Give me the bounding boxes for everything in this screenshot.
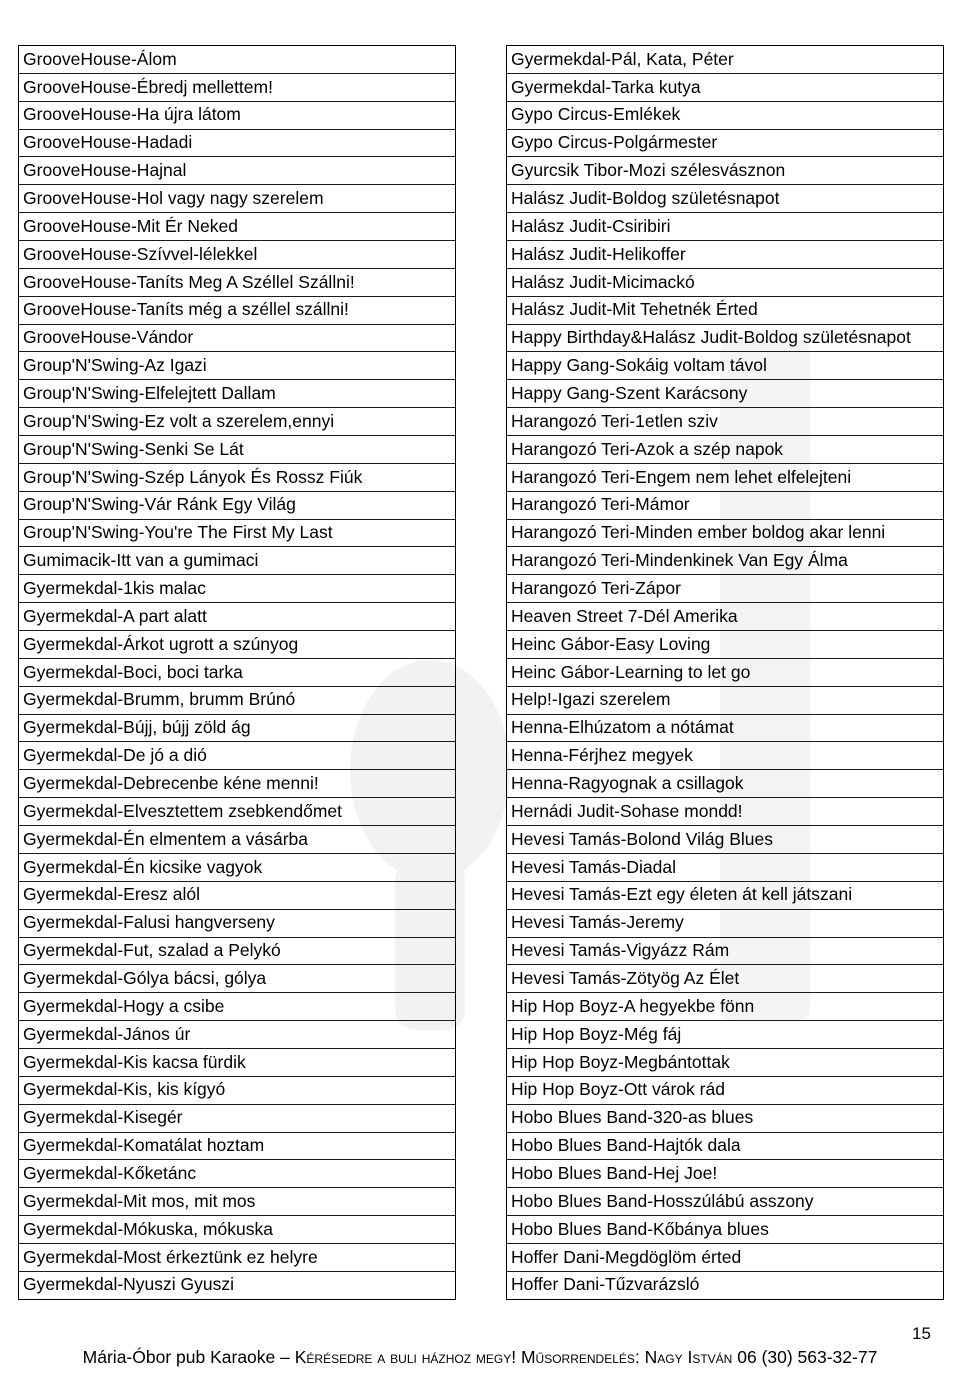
- song-title: Henna-Ragyognak a csillagok: [511, 773, 744, 794]
- song-row: [507, 129, 943, 157]
- song-row: [19, 546, 455, 574]
- song-title: Halász Judit-Boldog születésnapot: [511, 187, 780, 208]
- song-row: [507, 101, 943, 129]
- song-row: [507, 435, 943, 463]
- song-title: Hevesi Tamás-Jeremy: [511, 912, 684, 933]
- song-title: Gyermekdal-Falusi hangverseny: [23, 912, 275, 933]
- song-title: Group'N'Swing-Vár Ránk Egy Világ: [23, 494, 296, 515]
- song-title: GrooveHouse-Mit Ér Neked: [23, 215, 238, 236]
- song-row: [507, 825, 943, 853]
- song-row: [19, 658, 455, 686]
- song-row: [19, 156, 455, 184]
- page-number: 15: [912, 1324, 931, 1343]
- song-title: Harangozó Teri-Zápor: [511, 578, 681, 598]
- song-title: Gyermekdal-De jó a dió: [23, 745, 207, 766]
- song-title: Hobo Blues Band-Kőbánya blues: [511, 1218, 769, 1239]
- song-title: Gypo Circus-Emlékek: [511, 104, 681, 125]
- song-title: Gyermekdal-Bújj, bújj zöld ág: [23, 717, 251, 738]
- song-title: Hip Hop Boyz-Ott várok rád: [511, 1079, 725, 1100]
- song-title: Gyurcsik Tibor-Mozi szélesvásznon: [511, 160, 786, 181]
- song-row: [19, 909, 455, 937]
- song-row: [507, 1187, 943, 1215]
- song-row: [19, 797, 455, 825]
- song-title: Henna-Férjhez megyek: [511, 745, 693, 766]
- song-row: [507, 379, 943, 407]
- song-title: Hevesi Tamás-Bolond Világ Blues: [511, 828, 773, 849]
- song-title: GrooveHouse-Vándor: [23, 327, 194, 348]
- song-title: Happy Gang-Sokáig voltam távol: [511, 355, 767, 376]
- song-row: [507, 296, 943, 324]
- song-title: Hip Hop Boyz-A hegyekbe fönn: [511, 995, 755, 1016]
- song-title: Hevesi Tamás-Diadal: [511, 856, 677, 877]
- song-title: Hip Hop Boyz-Megbántottak: [511, 1051, 730, 1072]
- song-title: GrooveHouse-Ébredj mellettem!: [23, 76, 273, 97]
- song-title: Henna-Elhúzatom a nótámat: [511, 717, 734, 738]
- song-row: [507, 1243, 943, 1271]
- song-title: Gyermekdal-Pál, Kata, Péter: [511, 48, 734, 69]
- song-row: [19, 1048, 455, 1076]
- song-title: Happy Gang-Szent Karácsony: [511, 382, 748, 403]
- song-row: [507, 46, 943, 73]
- song-title: Gyermekdal-Kis, kis kígyó: [23, 1079, 226, 1100]
- song-title: Gyermekdal-Komatálat hoztam: [23, 1135, 265, 1156]
- song-title: Gypo Circus-Polgármester: [511, 132, 718, 153]
- song-title: Harangozó Teri-Azok a szép napok: [511, 438, 784, 459]
- song-title: GrooveHouse-Álom: [23, 48, 177, 69]
- song-title: GrooveHouse-Taníts Meg A Széllel Szállni!: [23, 271, 355, 292]
- song-title: GrooveHouse-Ha újra látom: [23, 104, 241, 125]
- song-row: [19, 992, 455, 1020]
- song-title: Gyermekdal-Kis kacsa fürdik: [23, 1051, 246, 1072]
- song-title: Hevesi Tamás-Zötyög Az Élet: [511, 968, 740, 989]
- song-row: [507, 156, 943, 184]
- song-row: [507, 1132, 943, 1160]
- song-row: [507, 407, 943, 435]
- song-title: Gyermekdal-Én elmentem a vásárba: [23, 828, 308, 849]
- song-row: [19, 212, 455, 240]
- left-song-table: [18, 45, 456, 1300]
- song-row: [507, 1271, 943, 1299]
- song-title: Gyermekdal-Boci, boci tarka: [23, 661, 243, 682]
- song-title: Gyermekdal-Kisegér: [23, 1107, 183, 1128]
- song-row: [19, 407, 455, 435]
- song-row: [19, 853, 455, 881]
- song-row: [19, 1159, 455, 1187]
- song-title: Gyermekdal-Tarka kutya: [511, 76, 701, 97]
- song-row: [19, 1187, 455, 1215]
- song-title: GrooveHouse-Hadadi: [23, 132, 193, 153]
- song-row: [19, 825, 455, 853]
- song-title: Harangozó Teri-Minden ember boldog akar lenni: [511, 522, 886, 543]
- song-title: Group'N'Swing-You're The First My Last: [23, 522, 333, 543]
- song-row: [19, 686, 455, 714]
- song-row: [19, 240, 455, 268]
- song-title: Harangozó Teri-Engem nem lehet elfelejteni: [511, 466, 852, 487]
- song-title: Gyermekdal-Brumm, brumm Brúnó: [23, 689, 296, 710]
- song-row: [19, 574, 455, 602]
- song-row: [19, 101, 455, 129]
- song-title: GrooveHouse-Hajnal: [23, 160, 187, 181]
- song-title: Group'N'Swing-Ez volt a szerelem,ennyi: [23, 410, 335, 431]
- song-row: [507, 1076, 943, 1104]
- song-row: [19, 1243, 455, 1271]
- song-row: [19, 351, 455, 379]
- song-row: [507, 769, 943, 797]
- song-title: Gyermekdal-Debrecenbe kéne menni!: [23, 773, 319, 794]
- song-title: Gyermekdal-Most érkeztünk ez helyre: [23, 1246, 318, 1267]
- song-row: [507, 212, 943, 240]
- song-title: Group'N'Swing-Szép Lányok És Rossz Fiúk: [23, 466, 363, 487]
- song-row: [507, 519, 943, 547]
- song-row: [507, 546, 943, 574]
- footer-venue: Mária-Óbor pub Karaoke –: [82, 1347, 290, 1367]
- song-row: [507, 658, 943, 686]
- song-row: [19, 1271, 455, 1299]
- song-title: Gyermekdal-János úr: [23, 1023, 191, 1044]
- song-title: Group'N'Swing-Az Igazi: [23, 355, 207, 376]
- song-row: [507, 240, 943, 268]
- song-title: Harangozó Teri-1etlen sziv: [511, 410, 718, 431]
- song-row: [507, 1104, 943, 1132]
- song-title: Group'N'Swing-Elfelejtett Dallam: [23, 382, 276, 403]
- song-title: Halász Judit-Helikoffer: [511, 243, 686, 264]
- song-row: [19, 630, 455, 658]
- song-row: [19, 964, 455, 992]
- song-row: [19, 714, 455, 742]
- song-row: [507, 1048, 943, 1076]
- song-row: [19, 129, 455, 157]
- song-title: Group'N'Swing-Senki Se Lát: [23, 438, 244, 459]
- song-title: Hevesi Tamás-Ezt egy életen át kell játszani: [511, 884, 853, 905]
- song-row: [19, 1104, 455, 1132]
- song-title: Gyermekdal-Árkot ugrott a szúnyog: [23, 633, 299, 654]
- song-row: [19, 1132, 455, 1160]
- song-title: Halász Judit-Mit Tehetnék Érted: [511, 299, 758, 320]
- song-row: [19, 602, 455, 630]
- song-row: [507, 937, 943, 965]
- song-row: [19, 379, 455, 407]
- right-song-table: [506, 45, 944, 1300]
- song-row: [19, 937, 455, 965]
- song-title: Gyermekdal-Én kicsike vagyok: [23, 856, 263, 877]
- song-row: [19, 184, 455, 212]
- song-row: [507, 1215, 943, 1243]
- song-title: Hevesi Tamás-Vigyázz Rám: [511, 940, 730, 961]
- song-row: [19, 463, 455, 491]
- song-title: Halász Judit-Csiribiri: [511, 215, 671, 236]
- song-row: [507, 463, 943, 491]
- song-title: Gyermekdal-Elvesztettem zsebkendőmet: [23, 800, 343, 821]
- song-row: [507, 73, 943, 101]
- song-row: [507, 324, 943, 352]
- song-row: [19, 268, 455, 296]
- song-row: [19, 519, 455, 547]
- song-title: Hobo Blues Band-Hej Joe!: [511, 1163, 718, 1184]
- song-row: [19, 1076, 455, 1104]
- song-row: [19, 324, 455, 352]
- song-row: [507, 184, 943, 212]
- song-title: Gyermekdal-Gólya bácsi, gólya: [23, 968, 267, 989]
- song-row: [19, 46, 455, 73]
- song-title: Heinc Gábor-Easy Loving: [511, 633, 711, 654]
- song-row: [507, 853, 943, 881]
- song-title: Hip Hop Boyz-Még fáj: [511, 1023, 682, 1044]
- song-title: Harangozó Teri-Mindenkinek Van Egy Álma: [511, 550, 848, 571]
- song-title: Hobo Blues Band-Hosszúlábú asszony: [511, 1190, 814, 1211]
- song-title: GrooveHouse-Taníts még a széllel szállni!: [23, 299, 349, 320]
- song-title: Hoffer Dani-Tűzvarázsló: [511, 1274, 700, 1295]
- song-title: Gyermekdal-Hogy a csibe: [23, 995, 225, 1016]
- song-title: Gyermekdal-Fut, szalad a Pelykó: [23, 940, 281, 961]
- song-title: Gyermekdal-A part alatt: [23, 605, 207, 626]
- footer-slogan: Kérésedre a buli házhoz megy! Műsorrendelés: Nagy István: [294, 1347, 733, 1367]
- song-row: [19, 881, 455, 909]
- song-title: Gyermekdal-1kis malac: [23, 578, 206, 598]
- song-title: Gyermekdal-Mit mos, mit mos: [23, 1190, 256, 1211]
- song-title: Gyermekdal-Mókuska, mókuska: [23, 1218, 273, 1239]
- song-row: [19, 296, 455, 324]
- song-row: [507, 881, 943, 909]
- song-row: [507, 574, 943, 602]
- song-title: Help!-Igazi szerelem: [511, 689, 671, 710]
- song-row: [507, 909, 943, 937]
- song-row: [507, 797, 943, 825]
- song-row: [507, 1020, 943, 1048]
- song-title: Hobo Blues Band-Hajtók dala: [511, 1135, 741, 1156]
- footer-phone: 06 (30) 563-32-77: [737, 1347, 878, 1367]
- song-row: [19, 1020, 455, 1048]
- song-title: Heinc Gábor-Learning to let go: [511, 661, 751, 682]
- song-row: [507, 491, 943, 519]
- song-row: [19, 769, 455, 797]
- song-title: GrooveHouse-Szívvel-lélekkel: [23, 243, 258, 264]
- song-row: [507, 714, 943, 742]
- song-row: [507, 992, 943, 1020]
- song-row: [507, 686, 943, 714]
- song-row: [19, 435, 455, 463]
- song-row: [507, 602, 943, 630]
- song-row: [19, 73, 455, 101]
- song-row: [19, 741, 455, 769]
- song-title: Hoffer Dani-Megdöglöm érted: [511, 1246, 742, 1267]
- song-title: Gyermekdal-Kőketánc: [23, 1163, 197, 1184]
- song-row: [507, 741, 943, 769]
- song-row: [507, 1159, 943, 1187]
- song-title: Gyermekdal-Eresz alól: [23, 884, 200, 905]
- song-title: Hernádi Judit-Sohase mondd!: [511, 800, 743, 821]
- song-row: [507, 268, 943, 296]
- song-row: [19, 491, 455, 519]
- song-row: [19, 1215, 455, 1243]
- song-title: Hobo Blues Band-320-as blues: [511, 1107, 754, 1128]
- song-row: [507, 630, 943, 658]
- footer: [0, 1349, 960, 1367]
- song-row: [507, 964, 943, 992]
- song-title: Heaven Street 7-Dél Amerika: [511, 605, 738, 626]
- song-title: Gyermekdal-Nyuszi Gyuszi: [23, 1274, 235, 1295]
- song-row: [507, 351, 943, 379]
- song-title: GrooveHouse-Hol vagy nagy szerelem: [23, 187, 324, 208]
- song-title: Halász Judit-Micimackó: [511, 271, 695, 292]
- song-title: Harangozó Teri-Mámor: [511, 494, 690, 515]
- song-title: Happy Birthday&Halász Judit-Boldog születésnapot: [511, 327, 911, 348]
- song-title: Gumimacik-Itt van a gumimaci: [23, 550, 259, 571]
